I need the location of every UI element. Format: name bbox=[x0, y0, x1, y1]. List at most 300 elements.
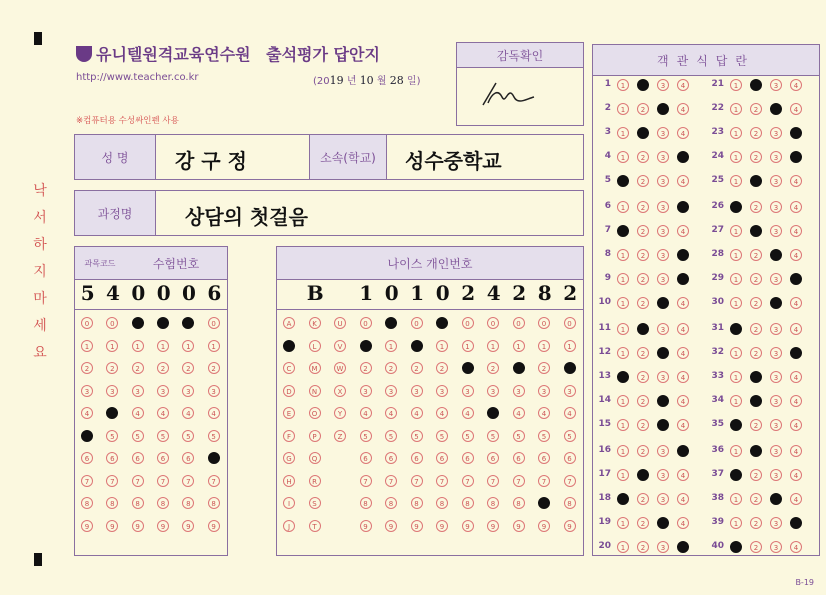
nice-digit-bubble[interactable]: 6 bbox=[564, 452, 576, 464]
answer-bubble[interactable]: 1 bbox=[730, 175, 742, 187]
digit-bubble[interactable]: 1 bbox=[81, 340, 93, 352]
nice-digit-bubble[interactable]: 7 bbox=[411, 475, 423, 487]
digit-bubble[interactable]: 6 bbox=[157, 452, 169, 464]
answer-bubble[interactable] bbox=[637, 127, 649, 139]
digit-bubble[interactable]: 8 bbox=[81, 497, 93, 509]
answer-bubble[interactable] bbox=[657, 419, 669, 431]
answer-bubble[interactable]: 1 bbox=[617, 151, 629, 163]
nice-digit-bubble[interactable]: 3 bbox=[462, 385, 474, 397]
answer-bubble[interactable]: 2 bbox=[750, 151, 762, 163]
nice-digit-bubble[interactable]: 4 bbox=[538, 407, 550, 419]
answer-bubble[interactable]: 2 bbox=[637, 371, 649, 383]
nice-digit-bubble[interactable]: 3 bbox=[513, 385, 525, 397]
answer-bubble[interactable]: 4 bbox=[790, 469, 802, 481]
answer-bubble[interactable] bbox=[750, 371, 762, 383]
nice-digit-bubble[interactable]: 6 bbox=[436, 452, 448, 464]
answer-bubble[interactable] bbox=[617, 175, 629, 187]
answer-bubble[interactable]: 4 bbox=[790, 103, 802, 115]
nice-digit-bubble[interactable] bbox=[564, 362, 576, 374]
digit-bubble[interactable]: 9 bbox=[132, 520, 144, 532]
answer-bubble[interactable]: 3 bbox=[657, 469, 669, 481]
answer-bubble[interactable]: 4 bbox=[790, 395, 802, 407]
answer-bubble[interactable]: 2 bbox=[637, 517, 649, 529]
digit-bubble[interactable]: 6 bbox=[81, 452, 93, 464]
nice-digit-bubble[interactable]: 1 bbox=[487, 340, 499, 352]
answer-bubble[interactable] bbox=[770, 103, 782, 115]
nice-digit-bubble[interactable] bbox=[360, 340, 372, 352]
answer-bubble[interactable] bbox=[657, 347, 669, 359]
nice-digit-bubble[interactable]: 5 bbox=[487, 430, 499, 442]
nice-digit-bubble[interactable]: 9 bbox=[513, 520, 525, 532]
answer-bubble[interactable] bbox=[637, 323, 649, 335]
nice-digit-bubble[interactable]: 0 bbox=[462, 317, 474, 329]
answer-bubble[interactable]: 3 bbox=[657, 445, 669, 457]
answer-bubble[interactable] bbox=[677, 273, 689, 285]
answer-bubble[interactable]: 4 bbox=[677, 419, 689, 431]
answer-bubble[interactable]: 1 bbox=[730, 225, 742, 237]
answer-bubble[interactable] bbox=[677, 249, 689, 261]
answer-bubble[interactable]: 4 bbox=[677, 103, 689, 115]
nice-digit-bubble[interactable]: 2 bbox=[487, 362, 499, 374]
answer-bubble[interactable]: 2 bbox=[637, 201, 649, 213]
answer-bubble[interactable]: 2 bbox=[637, 273, 649, 285]
answer-bubble[interactable]: 1 bbox=[617, 541, 629, 553]
answer-bubble[interactable] bbox=[657, 517, 669, 529]
letter-bubble[interactable]: O bbox=[309, 407, 321, 419]
answer-bubble[interactable]: 2 bbox=[637, 493, 649, 505]
answer-bubble[interactable]: 3 bbox=[770, 127, 782, 139]
answer-bubble[interactable]: 4 bbox=[790, 249, 802, 261]
nice-digit-bubble[interactable]: 3 bbox=[411, 385, 423, 397]
answer-bubble[interactable]: 2 bbox=[750, 493, 762, 505]
answer-bubble[interactable]: 3 bbox=[657, 225, 669, 237]
nice-digit-bubble[interactable] bbox=[411, 340, 423, 352]
digit-bubble[interactable]: 7 bbox=[208, 475, 220, 487]
digit-bubble[interactable] bbox=[208, 452, 220, 464]
letter-bubble[interactable]: T bbox=[309, 520, 321, 532]
answer-bubble[interactable]: 2 bbox=[637, 225, 649, 237]
answer-bubble[interactable]: 2 bbox=[750, 201, 762, 213]
letter-bubble[interactable]: Y bbox=[334, 407, 346, 419]
nice-digit-bubble[interactable]: 4 bbox=[462, 407, 474, 419]
nice-digit-bubble[interactable]: 8 bbox=[411, 497, 423, 509]
answer-bubble[interactable] bbox=[790, 127, 802, 139]
nice-digit-bubble[interactable]: 7 bbox=[436, 475, 448, 487]
nice-digit-bubble[interactable]: 9 bbox=[487, 520, 499, 532]
digit-bubble[interactable]: 7 bbox=[81, 475, 93, 487]
digit-bubble[interactable]: 4 bbox=[182, 407, 194, 419]
answer-bubble[interactable]: 2 bbox=[637, 419, 649, 431]
letter-bubble[interactable]: A bbox=[283, 317, 295, 329]
nice-digit-bubble[interactable]: 9 bbox=[564, 520, 576, 532]
answer-bubble[interactable]: 3 bbox=[770, 79, 782, 91]
answer-bubble[interactable] bbox=[730, 323, 742, 335]
nice-digit-bubble[interactable]: 4 bbox=[385, 407, 397, 419]
nice-digit-bubble[interactable]: 9 bbox=[411, 520, 423, 532]
answer-bubble[interactable]: 3 bbox=[657, 151, 669, 163]
answer-bubble[interactable] bbox=[750, 445, 762, 457]
answer-bubble[interactable]: 1 bbox=[730, 127, 742, 139]
answer-bubble[interactable] bbox=[750, 79, 762, 91]
letter-bubble[interactable]: H bbox=[283, 475, 295, 487]
digit-bubble[interactable]: 6 bbox=[132, 452, 144, 464]
digit-bubble[interactable]: 1 bbox=[106, 340, 118, 352]
answer-bubble[interactable]: 4 bbox=[677, 323, 689, 335]
answer-bubble[interactable]: 4 bbox=[677, 469, 689, 481]
answer-bubble[interactable]: 1 bbox=[617, 395, 629, 407]
answer-bubble[interactable] bbox=[790, 151, 802, 163]
nice-digit-bubble[interactable]: 1 bbox=[564, 340, 576, 352]
answer-bubble[interactable]: 4 bbox=[790, 79, 802, 91]
answer-bubble[interactable]: 3 bbox=[657, 175, 669, 187]
answer-bubble[interactable]: 4 bbox=[790, 201, 802, 213]
digit-bubble[interactable]: 3 bbox=[81, 385, 93, 397]
nice-digit-bubble[interactable]: 5 bbox=[360, 430, 372, 442]
nice-digit-bubble[interactable]: 1 bbox=[538, 340, 550, 352]
nice-digit-bubble[interactable]: 5 bbox=[411, 430, 423, 442]
nice-digit-bubble[interactable]: 9 bbox=[462, 520, 474, 532]
answer-bubble[interactable]: 2 bbox=[750, 347, 762, 359]
answer-bubble[interactable]: 1 bbox=[730, 273, 742, 285]
letter-bubble[interactable]: L bbox=[309, 340, 321, 352]
answer-bubble[interactable]: 1 bbox=[617, 201, 629, 213]
answer-bubble[interactable]: 1 bbox=[617, 273, 629, 285]
nice-digit-bubble[interactable]: 5 bbox=[513, 430, 525, 442]
digit-bubble[interactable] bbox=[157, 317, 169, 329]
digit-bubble[interactable]: 3 bbox=[208, 385, 220, 397]
nice-digit-bubble[interactable] bbox=[462, 362, 474, 374]
answer-bubble[interactable]: 3 bbox=[770, 323, 782, 335]
nice-digit-bubble[interactable]: 6 bbox=[411, 452, 423, 464]
nice-digit-bubble[interactable]: 8 bbox=[360, 497, 372, 509]
answer-bubble[interactable]: 4 bbox=[677, 297, 689, 309]
answer-bubble[interactable]: 4 bbox=[790, 445, 802, 457]
letter-bubble[interactable]: S bbox=[309, 497, 321, 509]
answer-bubble[interactable]: 4 bbox=[790, 371, 802, 383]
digit-bubble[interactable]: 2 bbox=[106, 362, 118, 374]
answer-bubble[interactable] bbox=[770, 297, 782, 309]
nice-digit-bubble[interactable]: 4 bbox=[411, 407, 423, 419]
letter-bubble[interactable]: K bbox=[309, 317, 321, 329]
answer-bubble[interactable]: 3 bbox=[770, 273, 782, 285]
digit-bubble[interactable]: 3 bbox=[106, 385, 118, 397]
digit-bubble[interactable]: 3 bbox=[132, 385, 144, 397]
nice-digit-bubble[interactable]: 7 bbox=[487, 475, 499, 487]
answer-bubble[interactable]: 3 bbox=[657, 79, 669, 91]
digit-bubble[interactable]: 8 bbox=[157, 497, 169, 509]
digit-bubble[interactable]: 3 bbox=[182, 385, 194, 397]
digit-bubble[interactable]: 2 bbox=[157, 362, 169, 374]
nice-digit-bubble[interactable] bbox=[385, 317, 397, 329]
answer-bubble[interactable]: 4 bbox=[677, 395, 689, 407]
nice-digit-bubble[interactable]: 1 bbox=[513, 340, 525, 352]
letter-bubble[interactable]: D bbox=[283, 385, 295, 397]
nice-digit-bubble[interactable]: 0 bbox=[411, 317, 423, 329]
answer-bubble[interactable]: 3 bbox=[770, 371, 782, 383]
answer-bubble[interactable]: 4 bbox=[677, 127, 689, 139]
nice-digit-bubble[interactable]: 6 bbox=[385, 452, 397, 464]
letter-bubble[interactable]: R bbox=[309, 475, 321, 487]
letter-bubble[interactable]: V bbox=[334, 340, 346, 352]
letter-bubble[interactable]: Z bbox=[334, 430, 346, 442]
digit-bubble[interactable]: 9 bbox=[81, 520, 93, 532]
answer-bubble[interactable] bbox=[677, 151, 689, 163]
answer-bubble[interactable]: 1 bbox=[730, 297, 742, 309]
nice-digit-bubble[interactable]: 7 bbox=[513, 475, 525, 487]
answer-bubble[interactable]: 3 bbox=[657, 323, 669, 335]
answer-bubble[interactable]: 4 bbox=[677, 175, 689, 187]
nice-digit-bubble[interactable]: 0 bbox=[564, 317, 576, 329]
answer-bubble[interactable] bbox=[657, 297, 669, 309]
nice-digit-bubble[interactable]: 9 bbox=[385, 520, 397, 532]
digit-bubble[interactable]: 4 bbox=[132, 407, 144, 419]
digit-bubble[interactable]: 5 bbox=[132, 430, 144, 442]
answer-bubble[interactable]: 1 bbox=[617, 103, 629, 115]
letter-bubble[interactable]: N bbox=[309, 385, 321, 397]
digit-bubble[interactable]: 6 bbox=[106, 452, 118, 464]
nice-digit-bubble[interactable]: 2 bbox=[538, 362, 550, 374]
answer-bubble[interactable]: 4 bbox=[677, 225, 689, 237]
digit-bubble[interactable]: 7 bbox=[132, 475, 144, 487]
nice-digit-bubble[interactable]: 6 bbox=[360, 452, 372, 464]
answer-bubble[interactable]: 3 bbox=[770, 225, 782, 237]
answer-bubble[interactable]: 3 bbox=[770, 517, 782, 529]
answer-bubble[interactable]: 2 bbox=[750, 127, 762, 139]
answer-bubble[interactable] bbox=[657, 395, 669, 407]
answer-bubble[interactable] bbox=[790, 517, 802, 529]
nice-digit-bubble[interactable]: 3 bbox=[385, 385, 397, 397]
answer-bubble[interactable]: 3 bbox=[657, 371, 669, 383]
nice-digit-bubble[interactable]: 3 bbox=[436, 385, 448, 397]
nice-digit-bubble[interactable]: 4 bbox=[564, 407, 576, 419]
nice-digit-bubble[interactable]: 6 bbox=[513, 452, 525, 464]
digit-bubble[interactable]: 5 bbox=[182, 430, 194, 442]
answer-bubble[interactable]: 3 bbox=[770, 151, 782, 163]
nice-digit-bubble[interactable]: 5 bbox=[538, 430, 550, 442]
digit-bubble[interactable]: 0 bbox=[208, 317, 220, 329]
answer-bubble[interactable] bbox=[790, 347, 802, 359]
letter-bubble[interactable]: E bbox=[283, 407, 295, 419]
digit-bubble[interactable]: 2 bbox=[132, 362, 144, 374]
answer-bubble[interactable]: 3 bbox=[770, 201, 782, 213]
digit-bubble[interactable]: 9 bbox=[208, 520, 220, 532]
answer-bubble[interactable]: 4 bbox=[677, 493, 689, 505]
answer-bubble[interactable]: 3 bbox=[770, 347, 782, 359]
answer-bubble[interactable]: 4 bbox=[790, 297, 802, 309]
nice-digit-bubble[interactable]: 9 bbox=[538, 520, 550, 532]
answer-bubble[interactable]: 3 bbox=[770, 419, 782, 431]
letter-bubble[interactable]: I bbox=[283, 497, 295, 509]
nice-digit-bubble[interactable]: 8 bbox=[564, 497, 576, 509]
nice-digit-bubble[interactable]: 4 bbox=[436, 407, 448, 419]
nice-digit-bubble[interactable]: 2 bbox=[436, 362, 448, 374]
answer-bubble[interactable]: 1 bbox=[617, 517, 629, 529]
digit-bubble[interactable] bbox=[182, 317, 194, 329]
answer-bubble[interactable]: 1 bbox=[730, 445, 742, 457]
answer-bubble[interactable] bbox=[730, 469, 742, 481]
answer-bubble[interactable] bbox=[770, 493, 782, 505]
digit-bubble[interactable]: 4 bbox=[208, 407, 220, 419]
answer-bubble[interactable]: 3 bbox=[770, 175, 782, 187]
answer-bubble[interactable]: 3 bbox=[657, 201, 669, 213]
digit-bubble[interactable]: 0 bbox=[106, 317, 118, 329]
nice-digit-bubble[interactable]: 8 bbox=[487, 497, 499, 509]
digit-bubble[interactable]: 1 bbox=[182, 340, 194, 352]
letter-bubble[interactable]: X bbox=[334, 385, 346, 397]
digit-bubble[interactable]: 9 bbox=[157, 520, 169, 532]
answer-bubble[interactable]: 2 bbox=[637, 445, 649, 457]
answer-bubble[interactable]: 2 bbox=[637, 175, 649, 187]
digit-bubble[interactable]: 8 bbox=[182, 497, 194, 509]
digit-bubble[interactable]: 9 bbox=[182, 520, 194, 532]
answer-bubble[interactable]: 4 bbox=[790, 175, 802, 187]
digit-bubble[interactable]: 6 bbox=[182, 452, 194, 464]
nice-digit-bubble[interactable]: 2 bbox=[360, 362, 372, 374]
answer-bubble[interactable]: 3 bbox=[657, 127, 669, 139]
nice-digit-bubble[interactable]: 0 bbox=[513, 317, 525, 329]
answer-bubble[interactable]: 2 bbox=[637, 541, 649, 553]
nice-digit-bubble[interactable]: 6 bbox=[538, 452, 550, 464]
nice-digit-bubble[interactable]: 5 bbox=[462, 430, 474, 442]
answer-bubble[interactable] bbox=[730, 201, 742, 213]
answer-bubble[interactable]: 1 bbox=[730, 347, 742, 359]
nice-digit-bubble[interactable]: 7 bbox=[462, 475, 474, 487]
letter-bubble[interactable] bbox=[283, 340, 295, 352]
digit-bubble[interactable]: 8 bbox=[208, 497, 220, 509]
answer-bubble[interactable]: 4 bbox=[677, 371, 689, 383]
nice-digit-bubble[interactable]: 1 bbox=[385, 340, 397, 352]
answer-bubble[interactable]: 2 bbox=[750, 273, 762, 285]
answer-bubble[interactable] bbox=[617, 225, 629, 237]
nice-digit-bubble[interactable]: 8 bbox=[436, 497, 448, 509]
answer-bubble[interactable] bbox=[730, 541, 742, 553]
nice-digit-bubble[interactable]: 7 bbox=[360, 475, 372, 487]
answer-bubble[interactable]: 4 bbox=[677, 79, 689, 91]
nice-digit-bubble[interactable]: 6 bbox=[487, 452, 499, 464]
digit-bubble[interactable]: 5 bbox=[106, 430, 118, 442]
answer-bubble[interactable]: 1 bbox=[617, 249, 629, 261]
nice-digit-bubble[interactable]: 1 bbox=[436, 340, 448, 352]
nice-digit-bubble[interactable]: 3 bbox=[487, 385, 499, 397]
answer-bubble[interactable]: 2 bbox=[750, 419, 762, 431]
nice-digit-bubble[interactable]: 7 bbox=[564, 475, 576, 487]
digit-bubble[interactable]: 9 bbox=[106, 520, 118, 532]
digit-bubble[interactable]: 2 bbox=[208, 362, 220, 374]
digit-bubble[interactable]: 5 bbox=[208, 430, 220, 442]
answer-bubble[interactable] bbox=[750, 225, 762, 237]
answer-bubble[interactable]: 2 bbox=[637, 151, 649, 163]
answer-bubble[interactable]: 2 bbox=[637, 297, 649, 309]
digit-bubble[interactable]: 2 bbox=[81, 362, 93, 374]
letter-bubble[interactable]: J bbox=[283, 520, 295, 532]
answer-bubble[interactable]: 2 bbox=[637, 347, 649, 359]
answer-bubble[interactable]: 1 bbox=[730, 395, 742, 407]
answer-bubble[interactable]: 4 bbox=[790, 225, 802, 237]
answer-bubble[interactable] bbox=[770, 249, 782, 261]
answer-bubble[interactable]: 2 bbox=[637, 395, 649, 407]
answer-bubble[interactable]: 2 bbox=[750, 469, 762, 481]
digit-bubble[interactable]: 8 bbox=[132, 497, 144, 509]
answer-bubble[interactable]: 2 bbox=[750, 541, 762, 553]
letter-bubble[interactable]: G bbox=[283, 452, 295, 464]
letter-bubble[interactable]: M bbox=[309, 362, 321, 374]
answer-bubble[interactable]: 1 bbox=[617, 445, 629, 457]
nice-digit-bubble[interactable] bbox=[513, 362, 525, 374]
letter-bubble[interactable]: F bbox=[283, 430, 295, 442]
answer-bubble[interactable]: 1 bbox=[617, 347, 629, 359]
nice-digit-bubble[interactable]: 5 bbox=[564, 430, 576, 442]
answer-bubble[interactable]: 2 bbox=[750, 517, 762, 529]
digit-bubble[interactable]: 1 bbox=[132, 340, 144, 352]
answer-bubble[interactable] bbox=[617, 371, 629, 383]
answer-bubble[interactable]: 2 bbox=[750, 249, 762, 261]
nice-digit-bubble[interactable]: 9 bbox=[436, 520, 448, 532]
nice-digit-bubble[interactable]: 4 bbox=[360, 407, 372, 419]
answer-bubble[interactable]: 4 bbox=[677, 347, 689, 359]
answer-bubble[interactable]: 2 bbox=[750, 297, 762, 309]
answer-bubble[interactable]: 1 bbox=[730, 249, 742, 261]
answer-bubble[interactable] bbox=[677, 541, 689, 553]
answer-bubble[interactable] bbox=[657, 103, 669, 115]
digit-bubble[interactable]: 8 bbox=[106, 497, 118, 509]
nice-digit-bubble[interactable]: 7 bbox=[385, 475, 397, 487]
answer-bubble[interactable]: 1 bbox=[617, 127, 629, 139]
answer-bubble[interactable]: 1 bbox=[730, 493, 742, 505]
nice-digit-bubble[interactable]: 0 bbox=[538, 317, 550, 329]
nice-digit-bubble[interactable]: 8 bbox=[385, 497, 397, 509]
nice-digit-bubble[interactable]: 3 bbox=[360, 385, 372, 397]
digit-bubble[interactable]: 3 bbox=[157, 385, 169, 397]
answer-bubble[interactable]: 3 bbox=[770, 469, 782, 481]
nice-digit-bubble[interactable]: 5 bbox=[436, 430, 448, 442]
nice-digit-bubble[interactable]: 6 bbox=[462, 452, 474, 464]
digit-bubble[interactable]: 5 bbox=[157, 430, 169, 442]
answer-bubble[interactable]: 2 bbox=[750, 323, 762, 335]
answer-bubble[interactable]: 1 bbox=[730, 151, 742, 163]
letter-bubble[interactable]: W bbox=[334, 362, 346, 374]
nice-digit-bubble[interactable]: 0 bbox=[360, 317, 372, 329]
answer-bubble[interactable]: 1 bbox=[730, 79, 742, 91]
digit-bubble[interactable] bbox=[81, 430, 93, 442]
digit-bubble[interactable]: 1 bbox=[157, 340, 169, 352]
answer-bubble[interactable]: 3 bbox=[770, 541, 782, 553]
answer-bubble[interactable] bbox=[637, 79, 649, 91]
digit-bubble[interactable]: 7 bbox=[182, 475, 194, 487]
answer-bubble[interactable]: 3 bbox=[770, 395, 782, 407]
answer-bubble[interactable]: 4 bbox=[790, 493, 802, 505]
nice-digit-bubble[interactable]: 2 bbox=[385, 362, 397, 374]
letter-bubble[interactable]: Q bbox=[309, 452, 321, 464]
digit-bubble[interactable]: 1 bbox=[208, 340, 220, 352]
digit-bubble[interactable]: 7 bbox=[157, 475, 169, 487]
nice-digit-bubble[interactable]: 9 bbox=[360, 520, 372, 532]
answer-bubble[interactable]: 1 bbox=[617, 79, 629, 91]
answer-bubble[interactable]: 1 bbox=[730, 517, 742, 529]
answer-bubble[interactable]: 2 bbox=[750, 103, 762, 115]
nice-digit-bubble[interactable]: 1 bbox=[462, 340, 474, 352]
nice-digit-bubble[interactable] bbox=[538, 497, 550, 509]
answer-bubble[interactable]: 4 bbox=[790, 419, 802, 431]
answer-bubble[interactable]: 3 bbox=[770, 445, 782, 457]
letter-bubble[interactable]: U bbox=[334, 317, 346, 329]
answer-bubble[interactable]: 1 bbox=[730, 371, 742, 383]
answer-bubble[interactable]: 4 bbox=[790, 541, 802, 553]
digit-bubble[interactable]: 2 bbox=[182, 362, 194, 374]
nice-digit-bubble[interactable] bbox=[436, 317, 448, 329]
answer-bubble[interactable]: 4 bbox=[790, 323, 802, 335]
answer-bubble[interactable]: 3 bbox=[657, 493, 669, 505]
answer-bubble[interactable] bbox=[750, 395, 762, 407]
